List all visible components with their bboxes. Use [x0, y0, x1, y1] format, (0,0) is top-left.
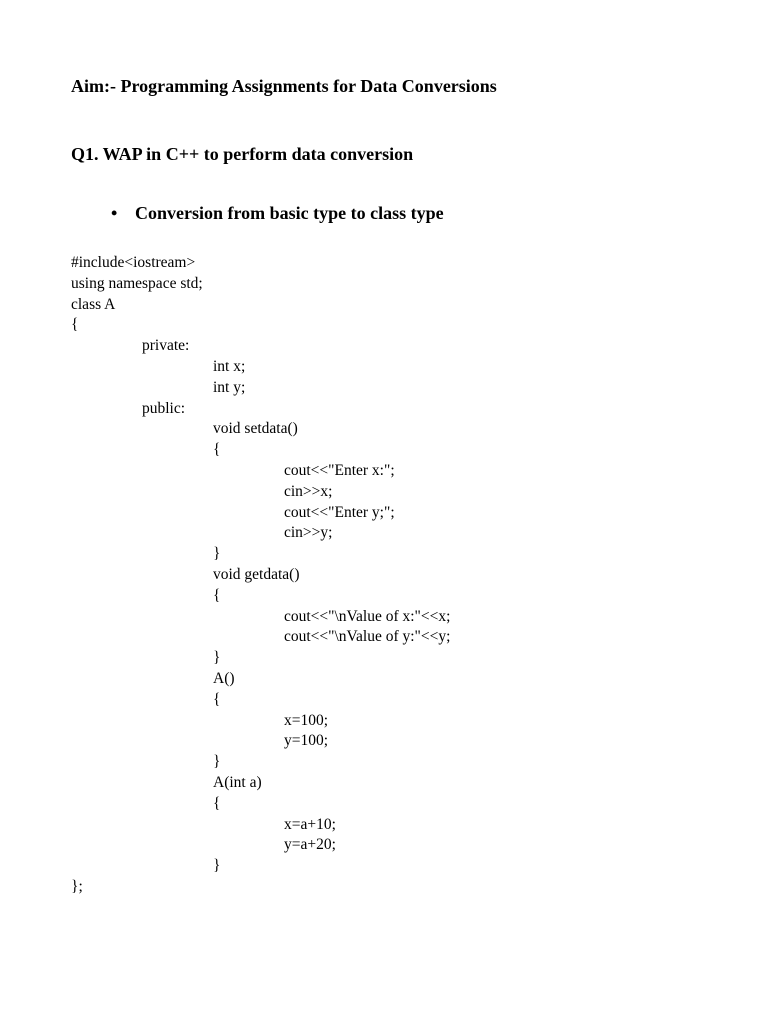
- code-line: x=100;: [284, 711, 329, 729]
- code-line: }: [213, 545, 221, 563]
- code-line: private:: [142, 337, 190, 355]
- code-line: x=a+10;: [284, 815, 336, 833]
- code-line: cout<<"\nValue of y:"<<y;: [284, 628, 451, 646]
- aim-heading: Aim:- Programming Assignments for Data Conversions: [71, 76, 497, 96]
- code-line: {: [213, 586, 221, 604]
- code-line: void getdata(): [213, 565, 300, 583]
- code-line: }: [213, 753, 221, 771]
- code-line: A(int a): [213, 773, 262, 791]
- code-line: }: [213, 857, 221, 875]
- code-line: cin>>y;: [284, 524, 333, 542]
- bullet-text: Conversion from basic type to class type: [135, 203, 444, 223]
- code-line: using namespace std;: [71, 274, 203, 292]
- code-line: A(): [213, 669, 235, 687]
- code-line: {: [213, 794, 221, 812]
- code-line: #include<iostream>: [71, 254, 196, 271]
- code-line: y=100;: [284, 732, 329, 750]
- code-block: [71, 253, 450, 898]
- code-line: int y;: [213, 378, 246, 396]
- code-line: int x;: [213, 357, 246, 375]
- code-line: public:: [142, 399, 186, 417]
- code-line: cin>>x;: [284, 482, 333, 500]
- bullet-item: [93, 180, 444, 246]
- code-line: cout<<"Enter x:";: [284, 461, 395, 479]
- code-line: void setdata(): [213, 420, 298, 438]
- code-line: }: [213, 649, 221, 667]
- code-line: {: [213, 690, 221, 708]
- bullet-icon: •: [111, 203, 118, 223]
- code-line: };: [71, 877, 83, 895]
- code-line: cout<<"Enter y;";: [284, 503, 395, 521]
- question-heading: Q1. WAP in C++ to perform data conversion: [71, 144, 414, 164]
- code-line: cout<<"\nValue of x:"<<x;: [284, 607, 451, 625]
- code-line: {: [71, 316, 79, 334]
- code-line: {: [213, 441, 221, 459]
- code-line: class A: [71, 295, 116, 313]
- code-line: y=a+20;: [284, 836, 336, 854]
